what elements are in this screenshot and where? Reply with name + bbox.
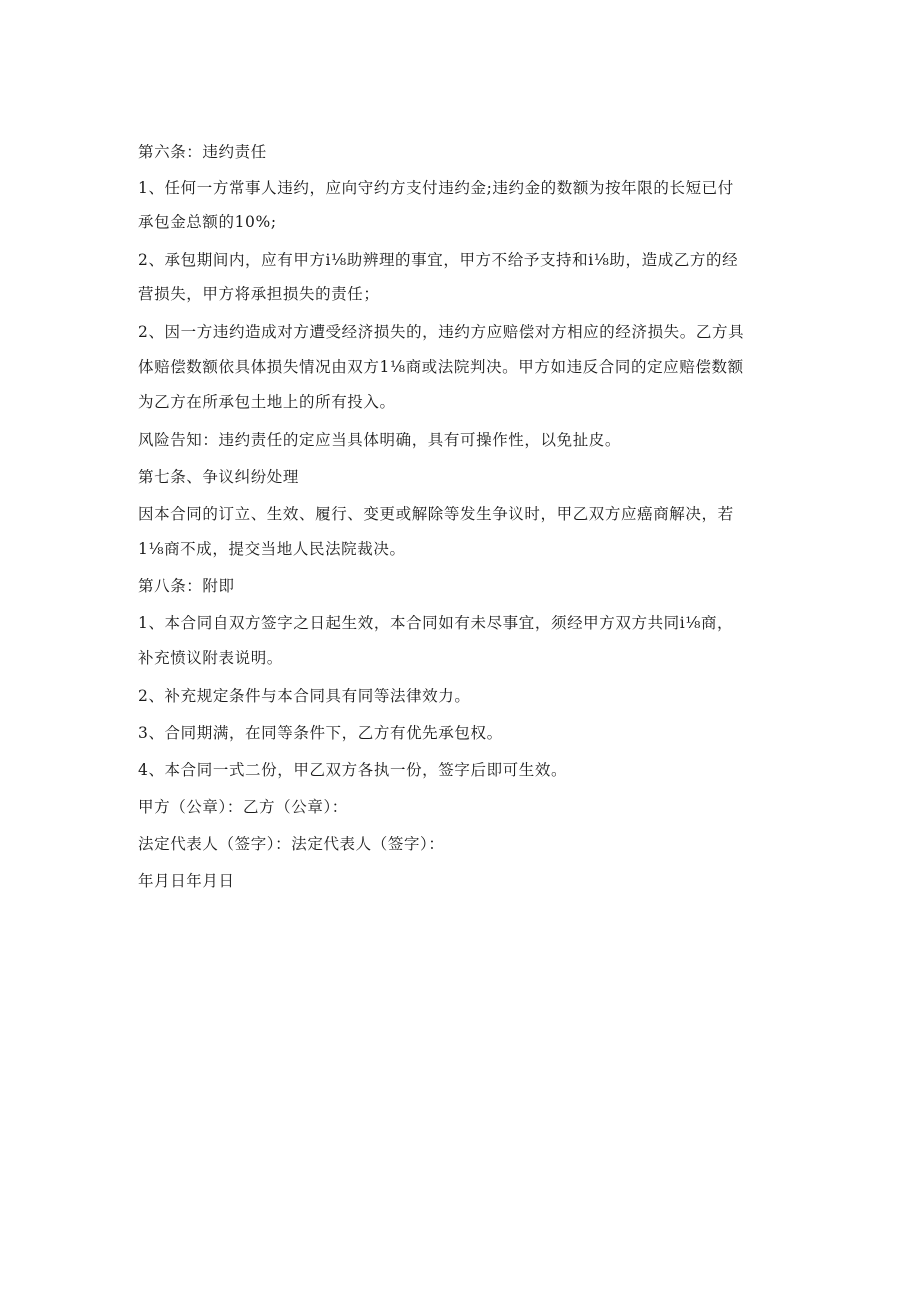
- legal-representatives: 法定代表人（签字）：法定代表人（签字）：: [138, 835, 445, 853]
- article-7-heading: 第七条、争议纠纷处理: [138, 468, 300, 486]
- signing-dates: 年月日年月日: [138, 872, 235, 890]
- article-8-item-4: 4、本合同一式二份，甲乙双方各执一份，签字后即可生效。: [138, 761, 568, 779]
- article-8-item-1-line-1: 1、本合同自双方签字之日起生效，本合同如有未尽事宜，须经甲方双方共同i⅛商，: [138, 614, 734, 632]
- article-6-item-3-line-3: 为乙方在所承包土地上的所有投入。: [138, 393, 396, 411]
- article-6-item-2-line-1: 2、承包期间内，应有甲方i⅛助辨理的事宜，甲方不给予支持和i⅛助，造成乙方的经: [138, 251, 739, 269]
- article-6-item-1-line-2: 承包金总额的10%;: [138, 213, 277, 231]
- article-6-item-1-line-1: 1、任何一方常事人违约，应向守约方支付违约金;违约金的数额为按年限的长短已付: [138, 179, 734, 197]
- article-7-body-line-1: 因本合同的订立、生效、履行、变更或解除等发生争议时，甲乙双方应癌商解决，若: [138, 505, 734, 523]
- risk-notice: 风险告知：违约责任的定应当具体明确，具有可操作性，以免扯皮。: [138, 431, 622, 449]
- article-8-item-3: 3、合同期满，在同等条件下，乙方有优先承包权。: [138, 724, 503, 742]
- article-6-heading: 第六条：违约责任: [138, 143, 267, 161]
- article-8-item-1-line-2: 补充愤议附表说明。: [138, 649, 283, 667]
- article-6-item-3-line-1: 2、因一方违约造成对方遭受经济损失的，违约方应赔偿对方相应的经济损失。乙方具: [138, 323, 745, 341]
- party-seals: 甲方（公章）：乙方（公章）：: [138, 798, 348, 816]
- article-6-item-2-line-2: 营损失，甲方将承担损失的责任；: [138, 285, 380, 303]
- article-7-body-line-2: 1⅛商不成，提交当地人民法院裁决。: [138, 540, 406, 558]
- article-6-item-3-line-2: 体赔偿数额依具体损失情况由双方1⅛商或法院判决。甲方如违反合同的定应赔偿数额: [138, 358, 744, 376]
- article-8-heading: 第八条：附即: [138, 577, 235, 595]
- article-8-item-2: 2、补充规定条件与本合同具有同等法律效力。: [138, 687, 471, 705]
